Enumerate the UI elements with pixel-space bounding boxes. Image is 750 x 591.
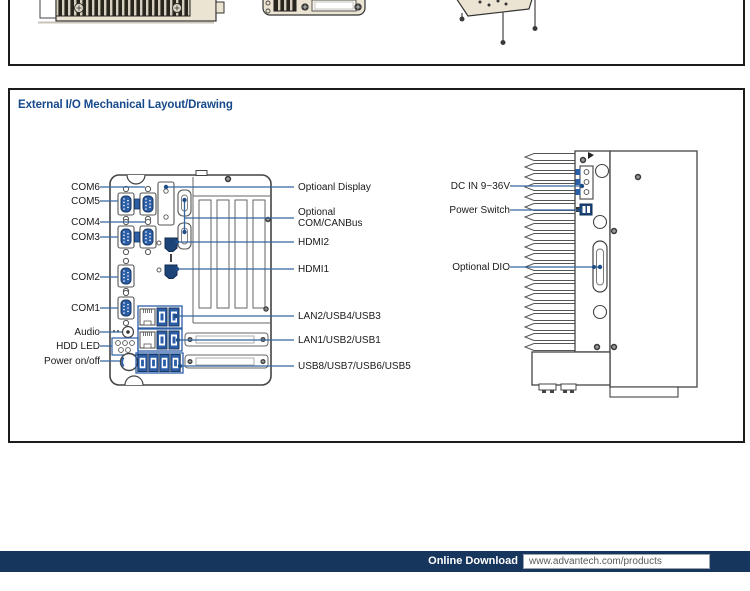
label-com3: COM3 — [71, 232, 100, 243]
label-dc-in: DC IN 9~36V — [450, 181, 510, 192]
label-lan2-usb4-usb3: LAN2/USB4/USB3 — [298, 311, 381, 322]
label-com2: COM2 — [71, 272, 100, 283]
label-com6: COM6 — [71, 182, 100, 193]
footer-download-bar — [0, 551, 750, 572]
section-title: External I/O Mechanical Layout/Drawing — [18, 99, 233, 111]
label-optional-display: Optioanl Display — [298, 182, 371, 193]
label-com4: COM4 — [71, 217, 100, 228]
label-hdd-led: HDD LED — [56, 341, 100, 352]
label-optional-com-canbus: Optional COM/CANBus — [298, 207, 363, 229]
label-usb8-usb7-usb6-usb5: USB8/USB7/USB6/USB5 — [298, 361, 411, 372]
top-drawing-gallery-box — [8, 0, 745, 66]
label-com5: COM5 — [71, 196, 100, 207]
external-io-section-box — [8, 88, 745, 443]
label-hdmi1: HDMI1 — [298, 264, 330, 275]
label-audio: Audio — [74, 327, 100, 338]
label-power-switch: Power Switch — [449, 205, 510, 216]
label-com1: COM1 — [71, 303, 100, 314]
online-download-label: Online Download — [428, 555, 518, 567]
label-optional-dio: Optional DIO — [452, 262, 510, 273]
download-url-link[interactable]: www.advantech.com/products — [523, 554, 710, 569]
label-power-on-off: Power on/off — [44, 356, 100, 367]
label-lan1-usb2-usb1: LAN1/USB2/USB1 — [298, 335, 381, 346]
label-hdmi2: HDMI2 — [298, 237, 330, 248]
